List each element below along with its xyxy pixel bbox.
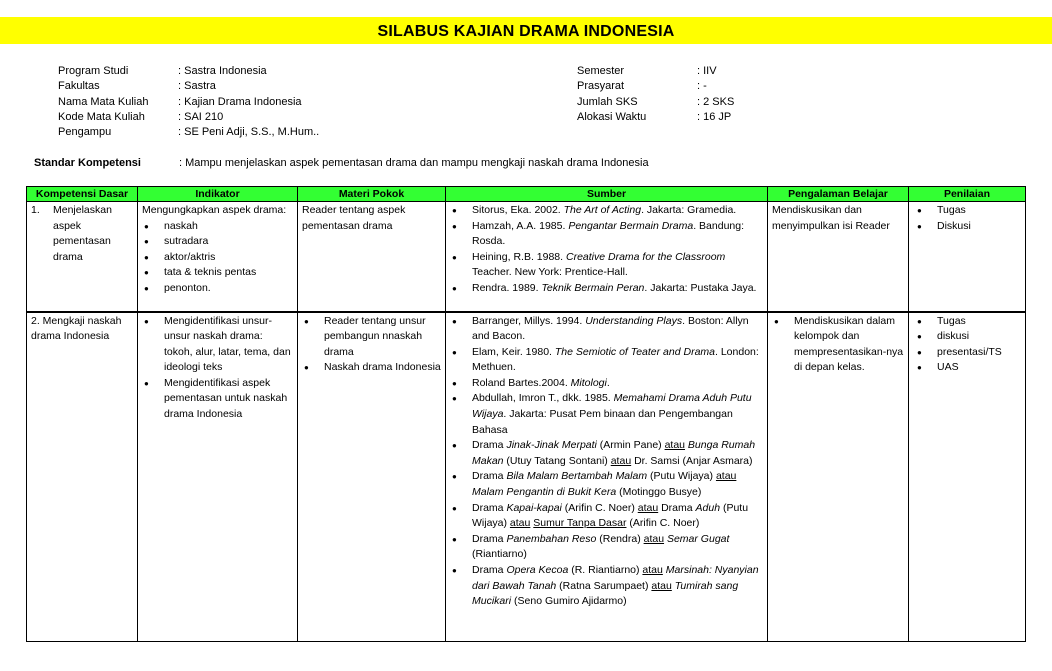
list-item bbox=[472, 391, 763, 438]
list-item: ● aktor/aktris bbox=[164, 250, 293, 266]
info-label: Program Studi bbox=[58, 65, 129, 77]
penilaian-cell bbox=[909, 202, 1026, 312]
ref-title: Jinak-Jinak Merpati bbox=[506, 439, 597, 452]
ref-text: Drama bbox=[472, 564, 507, 576]
ref-title: Kapai-kapai bbox=[506, 501, 562, 514]
info-value: : Sastra bbox=[178, 80, 216, 93]
pengalaman-cell bbox=[768, 312, 909, 642]
sumber-list bbox=[450, 314, 763, 610]
list-item: ● Mendiskusikan dalam kelompok dan mempresentasikan-nya di depan kelas. bbox=[794, 314, 904, 376]
info-value: : SE Peni Adji, S.S., M.Hum.. bbox=[178, 126, 320, 139]
list-item: ● presentasi/TS bbox=[937, 345, 1021, 361]
ref-title: Panembahan Reso bbox=[506, 532, 597, 545]
indikator-list bbox=[142, 219, 293, 297]
ref-text: atau bbox=[610, 454, 632, 467]
table-row bbox=[27, 312, 1026, 642]
ref-text: . Jakarta: Gramedia. bbox=[641, 204, 737, 216]
ref-text: (Ratna Sarumpaet) bbox=[556, 579, 652, 592]
sumber-cell bbox=[446, 202, 768, 312]
ref-text: atau bbox=[643, 532, 665, 545]
info-label: Jumlah SKS bbox=[577, 95, 638, 108]
penilaian-cell bbox=[909, 312, 1026, 642]
info-row bbox=[577, 95, 734, 110]
course-info-right bbox=[577, 64, 734, 125]
ref-text: (Rendra) bbox=[596, 532, 644, 545]
standar-value: : Mampu menjelaskan aspek pementasan drama dan mampu mengkaji naskah drama Indonesia bbox=[179, 157, 649, 169]
list-item bbox=[472, 563, 763, 610]
list-item bbox=[472, 314, 763, 345]
standar-label: Standar Kompetensi bbox=[34, 157, 141, 169]
list-item bbox=[472, 345, 763, 376]
materi-text: Reader tentang aspek pementasan drama bbox=[302, 204, 406, 232]
ref-text: Drama bbox=[472, 470, 507, 483]
ref-title: The Art of Acting bbox=[563, 204, 642, 216]
list-item: ● Tugas bbox=[937, 203, 1021, 219]
ref-title: Opera Kecoa bbox=[506, 564, 569, 576]
list-item bbox=[472, 501, 763, 532]
info-row bbox=[58, 64, 319, 79]
ref-text: (Seno Gumiro Ajidarmo) bbox=[511, 595, 627, 608]
ref-text: Rendra. 1989. bbox=[472, 281, 542, 294]
info-value: : IIV bbox=[697, 65, 717, 77]
ref-text: Drama bbox=[472, 439, 507, 452]
info-label: Pengampu bbox=[58, 126, 112, 139]
pengalaman-list bbox=[772, 314, 904, 376]
info-label: Alokasi Waktu bbox=[577, 110, 647, 123]
header-materi-pokok: Materi Pokok bbox=[298, 187, 446, 202]
pengalaman-cell bbox=[768, 202, 909, 312]
ref-title: Malam Pengantin di Bukit Kera bbox=[472, 486, 617, 499]
ref-text: (Utuy Tatang Sontani) bbox=[503, 454, 611, 467]
sumber-list bbox=[450, 203, 763, 297]
list-item: ● Mengidentifikasi unsur-unsur naskah drama: tokoh, alur, latar, tema, dan ideologi teks bbox=[164, 314, 293, 376]
ref-text: Dr. Samsi (Anjar Asmara) bbox=[631, 454, 753, 467]
ref-text: Abdullah, Imron T., dkk. 1985. bbox=[472, 392, 614, 405]
header-kompetensi-dasar: Kompetensi Dasar bbox=[27, 187, 138, 202]
info-row bbox=[577, 64, 734, 79]
info-label: Fakultas bbox=[58, 80, 100, 93]
syllabus-table bbox=[26, 186, 1026, 642]
ref-text: . London: Methuen. bbox=[472, 345, 759, 374]
materi-cell bbox=[298, 202, 446, 312]
info-value: : SAI 210 bbox=[178, 110, 224, 123]
course-info-left bbox=[58, 64, 319, 140]
header-pengalaman-belajar: Pengalaman Belajar bbox=[768, 187, 909, 202]
list-item: ● Diskusi bbox=[937, 219, 1021, 235]
kd-number: 1. bbox=[31, 204, 40, 216]
indikator-cell bbox=[138, 312, 298, 642]
ref-text: . Jakarta: Pustaka Jaya. bbox=[644, 281, 757, 294]
kompetensi-cell bbox=[27, 312, 138, 642]
list-item: ● penonton. bbox=[164, 281, 293, 297]
info-value: : Sastra Indonesia bbox=[178, 65, 267, 77]
list-item: ● Tugas bbox=[937, 314, 1021, 330]
ref-title: Understanding Plays bbox=[585, 314, 683, 327]
kd-text: Menjelaskan aspek pementasan drama bbox=[53, 204, 112, 263]
info-label: Prasyarat bbox=[577, 80, 625, 93]
ref-text: Elam, Keir. 1980. bbox=[472, 345, 555, 358]
title-bar bbox=[0, 17, 1052, 44]
info-label: Kode Mata Kuliah bbox=[58, 110, 145, 123]
ref-text: (R. Riantiarno) bbox=[568, 564, 643, 576]
penilaian-list bbox=[913, 314, 1021, 376]
list-item bbox=[472, 532, 763, 563]
list-item: ● Naskah drama Indonesia bbox=[324, 360, 441, 376]
list-item bbox=[472, 438, 763, 469]
kd-text: 2. Mengkaji naskah drama Indonesia bbox=[31, 314, 122, 343]
ref-title: Semar Gugat bbox=[664, 532, 730, 545]
ref-title: Aduh bbox=[695, 501, 721, 514]
list-item: ● UAS bbox=[937, 360, 1021, 376]
ref-title: Memahami Drama Aduh Putu Wijaya bbox=[472, 392, 752, 421]
pengalaman-text: Mendiskusikan dan menyimpulkan isi Reader bbox=[772, 204, 890, 232]
ref-text: (Putu Wijaya) bbox=[647, 470, 716, 483]
page-title: SILABUS KAJIAN DRAMA INDONESIA bbox=[377, 23, 675, 40]
ref-text: Heining, R.B. 1988. bbox=[472, 250, 566, 263]
ref-text: (Armin Pane) bbox=[596, 439, 665, 452]
ref-title: Tumirah sang Mucikari bbox=[472, 579, 739, 608]
list-item: ● sutradara bbox=[164, 234, 293, 250]
info-value: : 16 JP bbox=[697, 110, 732, 123]
list-item bbox=[472, 469, 763, 500]
ref-text: . Boston: Allyn and Bacon. bbox=[472, 314, 749, 343]
ref-text: Roland Bartes.2004. bbox=[472, 376, 571, 389]
info-label: Nama Mata Kuliah bbox=[58, 95, 149, 108]
ref-text: Drama bbox=[472, 501, 507, 514]
list-item bbox=[472, 376, 763, 392]
kompetensi-cell bbox=[27, 202, 138, 312]
list-item: ● Mengidentifikasi aspek pementasan untuk naskah drama Indonesia bbox=[164, 376, 293, 423]
ref-text: Drama bbox=[658, 501, 696, 514]
ref-text: . Jakarta: Pusat Pem binaan dan Pengembangan Bahasa bbox=[472, 408, 733, 436]
list-item bbox=[472, 250, 763, 281]
ref-title: Bila Malam Bertambah Malam bbox=[506, 470, 648, 483]
ref-text: . bbox=[606, 376, 610, 389]
ref-text: atau bbox=[651, 579, 672, 592]
header-penilaian: Penilaian bbox=[909, 187, 1026, 202]
ref-text: . Bandung: Rosda. bbox=[472, 219, 745, 248]
ref-text: (Motinggo Busye) bbox=[616, 486, 702, 499]
indikator-cell bbox=[138, 202, 298, 312]
info-row bbox=[58, 110, 319, 125]
ref-text: Drama bbox=[472, 532, 507, 545]
standar-kompetensi bbox=[34, 157, 649, 169]
list-item: ● naskah bbox=[164, 219, 293, 235]
info-row bbox=[58, 125, 319, 140]
list-item: ● tata & teknis pentas bbox=[164, 265, 293, 281]
ref-text: atau bbox=[664, 439, 686, 452]
ref-text: (Arifin C. Noer) bbox=[626, 517, 700, 530]
penilaian-list bbox=[913, 203, 1021, 234]
ref-title: Marsinah: Nyanyian dari Bawah Tanah bbox=[472, 564, 759, 592]
ref-title: Teknik Bermain Peran bbox=[541, 281, 645, 294]
ref-title: Bunga Rumah Makan bbox=[472, 439, 756, 467]
sumber-cell bbox=[446, 312, 768, 642]
ref-text: Teacher. New York: Prentice-Hall. bbox=[472, 266, 628, 279]
info-value: : Kajian Drama Indonesia bbox=[178, 95, 302, 108]
info-row bbox=[58, 95, 319, 110]
ref-text: (Arifin C. Noer) bbox=[561, 501, 638, 514]
ref-text: atau bbox=[642, 564, 663, 576]
list-item bbox=[472, 281, 763, 297]
ref-text: atau bbox=[509, 517, 531, 530]
ref-text: Hamzah, A.A. 1985. bbox=[472, 219, 569, 232]
table-row bbox=[27, 202, 1026, 312]
ref-text: Sumur Tanpa Dasar bbox=[533, 517, 627, 530]
indikator-list bbox=[142, 314, 293, 423]
ref-text: atau bbox=[715, 470, 737, 483]
ref-title: The Semiotic of Teater and Drama bbox=[554, 345, 715, 358]
indikator-intro: Mengungkapkan aspek drama: bbox=[142, 204, 287, 216]
materi-cell bbox=[298, 312, 446, 642]
info-label: Semester bbox=[577, 65, 625, 77]
ref-title: Creative Drama for the Classroom bbox=[565, 250, 726, 263]
ref-text: atau bbox=[637, 501, 659, 514]
info-row bbox=[58, 79, 319, 94]
table-header-row bbox=[27, 187, 1026, 202]
header-sumber: Sumber bbox=[446, 187, 768, 202]
ref-text: (Putu Wijaya) bbox=[472, 501, 749, 530]
info-value: : 2 SKS bbox=[697, 95, 735, 108]
ref-title: Mitologi bbox=[570, 376, 607, 389]
ref-title: Pengantar Bermain Drama bbox=[568, 219, 694, 232]
info-row bbox=[577, 79, 734, 94]
materi-list bbox=[302, 314, 441, 376]
ref-text: (Riantiarno) bbox=[472, 548, 527, 561]
list-item: ● diskusi bbox=[937, 329, 1021, 345]
header-indikator: Indikator bbox=[138, 187, 298, 202]
list-item bbox=[472, 203, 763, 219]
ref-text: Sitorus, Eka. 2002. bbox=[472, 204, 564, 216]
info-row bbox=[577, 110, 734, 125]
list-item: ● Reader tentang unsur pembangun nnaskah drama bbox=[324, 314, 441, 361]
info-value: : - bbox=[697, 80, 707, 93]
list-item bbox=[472, 219, 763, 250]
ref-text: Barranger, Millys. 1994. bbox=[472, 314, 586, 327]
